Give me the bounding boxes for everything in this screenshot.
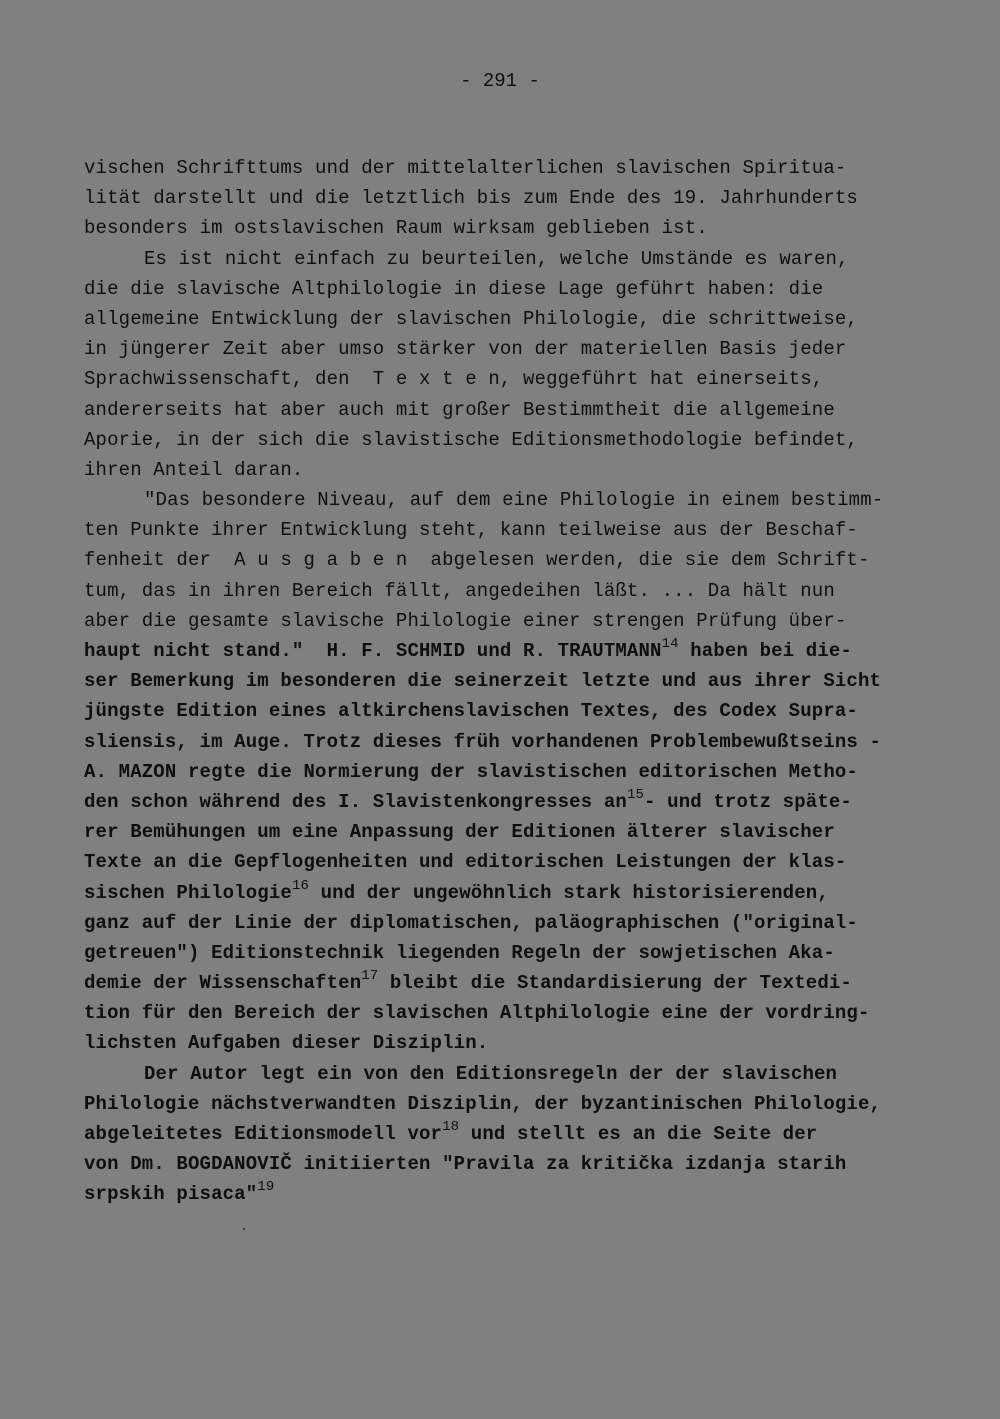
text-line	[84, 213, 934, 243]
text-line	[84, 847, 934, 877]
line-text: Aporie, in der sich die slavistische Editionsmethodologie befindet,	[84, 428, 858, 451]
line-text: sischen Philologie	[84, 881, 292, 904]
line-text: getreuen") Editionstechnik liegenden Regeln der sowjetischen Aka-	[84, 941, 835, 964]
text-line	[84, 1059, 934, 1089]
text-line	[84, 606, 934, 636]
line-text: andererseits hat aber auch mit großer Bestimmtheit die allgemeine	[84, 398, 835, 421]
line-text: ganz auf der Linie der diplomatischen, paläographischen ("original-	[84, 911, 858, 934]
line-text-continued: bleibt die Standardisierung der Textedi-	[378, 972, 852, 995]
line-text: fenheit der A u s g a b e n abgelesen werden, die sie dem Schrift-	[84, 549, 870, 572]
text-line	[84, 666, 934, 696]
text-line	[84, 696, 934, 726]
line-text-continued: haben bei die-	[678, 640, 852, 662]
line-text: haupt nicht stand." H. F. SCHMID und R. TRAUTMANN	[84, 640, 662, 662]
footnote-marker: 19	[257, 1179, 275, 1196]
text-line	[84, 455, 934, 485]
line-text: vischen Schrifttums und der mittelalterlichen slavischen Spiritua-	[84, 157, 847, 179]
line-text: Philologie nächstverwandten Disziplin, der byzantinischen Philologie,	[84, 1092, 882, 1115]
line-text: ten Punkte ihrer Entwicklung steht, kann teilweise aus der Beschaf-	[84, 519, 858, 542]
line-text: sliensis, im Auge. Trotz dieses früh vorhandenen Problembewußtseins -	[84, 730, 882, 753]
line-text: tion für den Bereich der slavischen Altphilologie eine der vordring-	[84, 1002, 870, 1025]
text-line	[84, 425, 934, 455]
line-text: ser Bemerkung im besonderen die seinerzeit letzte und aus ihrer Sicht	[84, 670, 882, 693]
line-text: in jüngerer Zeit aber umso stärker von der materiellen Basis jeder	[84, 338, 847, 361]
text-line	[84, 1028, 934, 1058]
text-line	[84, 727, 934, 757]
text-line	[84, 1119, 934, 1149]
footnote-marker: 14	[661, 636, 679, 652]
text-line	[84, 334, 934, 364]
text-line	[84, 938, 934, 968]
line-text: "Das besondere Niveau, auf dem eine Philologie in einem bestimm-	[144, 489, 884, 512]
text-line	[84, 636, 934, 666]
line-text: den schon während des I. Slavistenkongresses an	[84, 790, 627, 813]
line-text: lichsten Aufgaben dieser Disziplin.	[84, 1032, 489, 1055]
text-line	[84, 787, 934, 817]
text-line	[84, 244, 934, 274]
footnote-marker: 17	[361, 968, 379, 985]
text-line	[84, 304, 934, 334]
line-text: srpskih pisaca"	[84, 1183, 258, 1206]
line-text: von Dm. BOGDANOVIČ initiierten "Pravila za kritička izdanja starih	[84, 1153, 847, 1176]
text-line	[84, 515, 934, 545]
text-line	[84, 1149, 934, 1179]
line-text: die die slavische Altphilologie in diese Lage geführt haben: die	[84, 277, 824, 300]
line-text: demie der Wissenschaften	[84, 972, 362, 995]
text-line	[84, 364, 934, 394]
line-text: ihren Anteil daran.	[84, 458, 304, 481]
page-number: - 291 -	[460, 70, 540, 92]
line-text: jüngste Edition eines altkirchenslavischen Textes, des Codex Supra-	[84, 700, 858, 723]
line-text: Es ist nicht einfach zu beurteilen, welche Umstände es waren,	[144, 247, 849, 270]
line-text-continued: - und trotz späte-	[644, 790, 852, 813]
text-line	[84, 1089, 934, 1119]
footnote-marker: 16	[291, 877, 310, 894]
text-line	[84, 908, 934, 938]
text-line	[84, 183, 934, 213]
text-line	[84, 485, 934, 515]
text-line	[84, 274, 934, 304]
line-text: lität darstellt und die letztlich bis zum Ende des 19. Jahrhunderts	[84, 187, 858, 210]
text-line	[84, 757, 934, 787]
line-text: abgeleitetes Editionsmodell vor	[84, 1123, 443, 1145]
text-line	[84, 878, 934, 908]
line-text: Texte an die Gepflogenheiten und editorischen Leistungen der klas-	[84, 851, 847, 874]
footnote-marker: 18	[442, 1119, 460, 1135]
line-text: besonders im ostslavischen Raum wirksam geblieben ist.	[84, 217, 708, 240]
line-text: Der Autor legt ein von den Editionsregeln der der slavischen	[144, 1062, 838, 1085]
line-text: A. MAZON regte die Normierung der slavistischen editorischen Metho-	[84, 760, 858, 783]
text-line	[84, 576, 934, 606]
footnote-marker: 15	[626, 786, 645, 803]
body-text	[84, 153, 934, 1210]
line-text: tum, das in ihren Bereich fällt, angedeihen läßt. ... Da hält nun	[84, 579, 835, 602]
line-text: Sprachwissenschaft, den T e x t e n, weggeführt hat einerseits,	[84, 368, 824, 391]
text-line	[84, 395, 934, 425]
line-text: allgemeine Entwicklung der slavischen Philologie, die schrittweise,	[84, 307, 858, 330]
text-line	[84, 545, 934, 575]
stray-mark	[243, 1228, 245, 1230]
line-text-continued: und stellt es an die Seite der	[459, 1123, 818, 1145]
line-text: aber die gesamte slavische Philologie einer strengen Prüfung über-	[84, 609, 847, 632]
text-line	[84, 968, 934, 998]
line-text-continued: und der ungewöhnlich stark historisierenden,	[309, 881, 829, 904]
text-line	[84, 153, 934, 183]
text-line	[84, 817, 934, 847]
line-text: rer Bemühungen um eine Anpassung der Editionen älterer slavischer	[84, 821, 835, 844]
text-line	[84, 998, 934, 1028]
text-line	[84, 1179, 934, 1209]
